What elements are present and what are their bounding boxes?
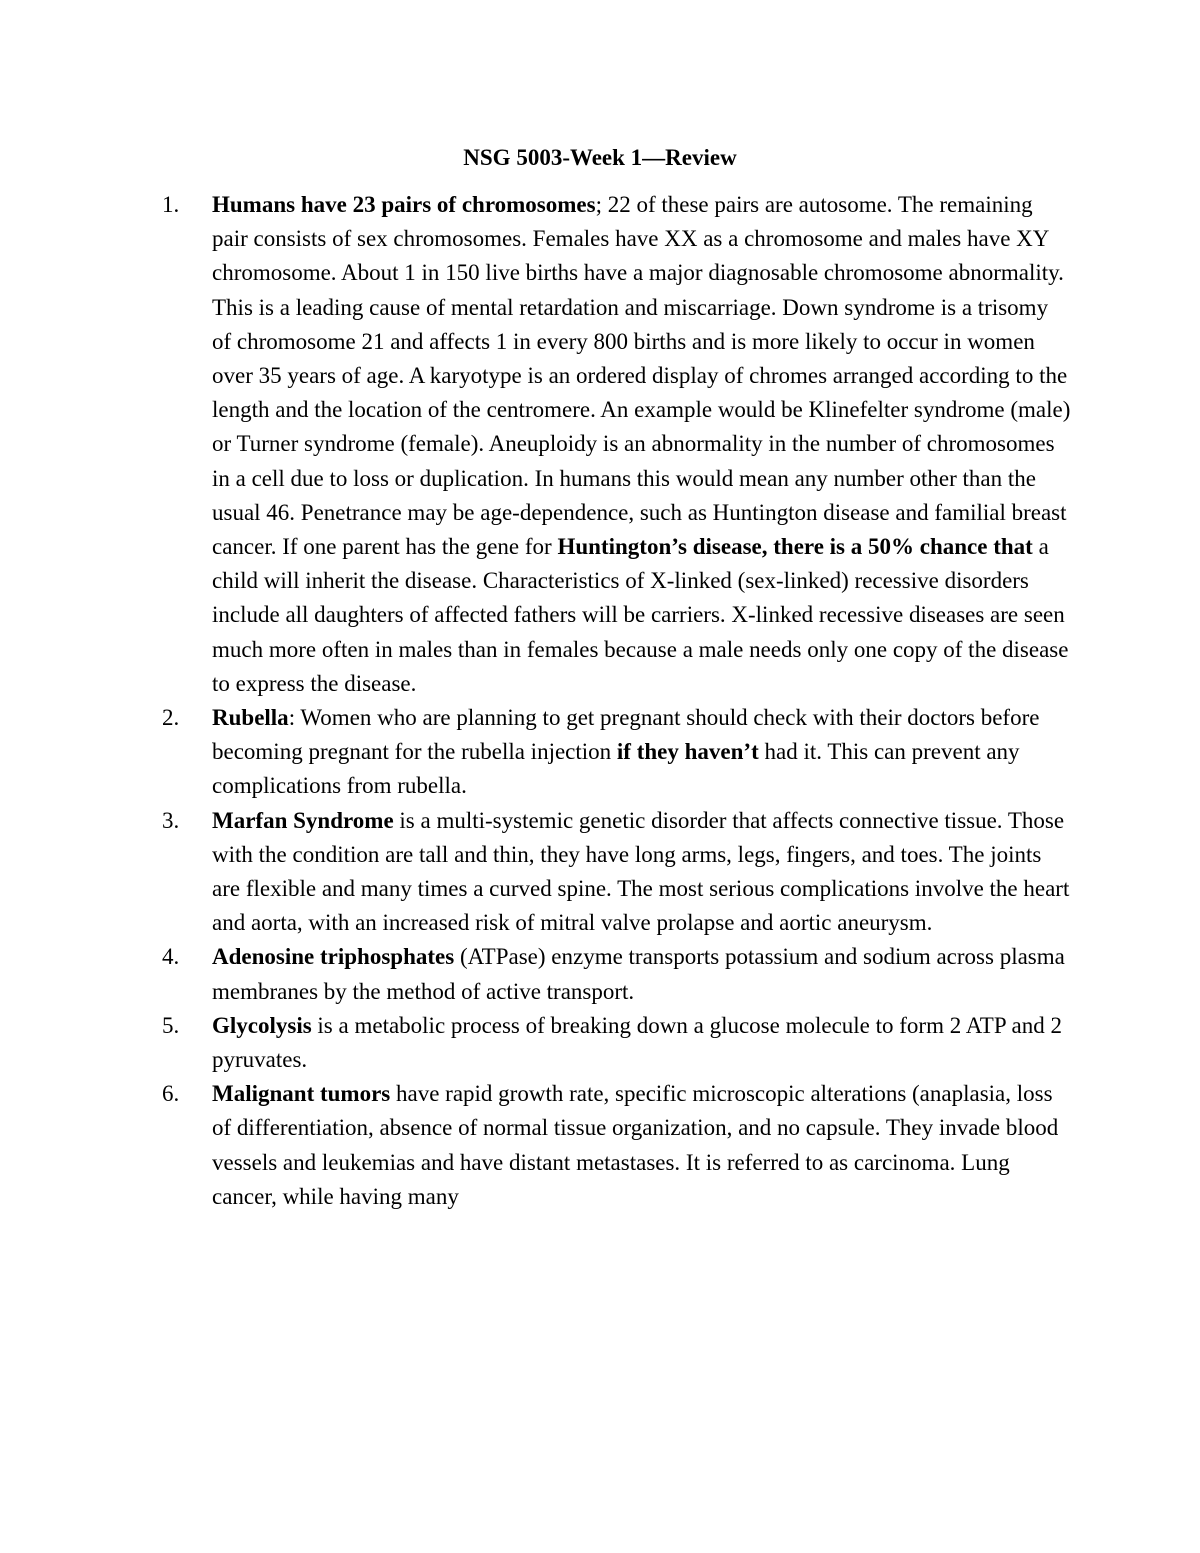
item-lead-term: Humans have 23 pairs of chromosomes <box>212 192 596 217</box>
item-text: : Women who are planning to get pregnant should check with their doctors before becoming pregnant for the rubella injection <box>212 705 1040 765</box>
item-text-continued: had it. This can prevent any complications from rubella. <box>212 739 1020 799</box>
item-number: 3. <box>162 807 180 833</box>
list-item-6 <box>162 1077 1072 1214</box>
review-list <box>162 188 1072 1214</box>
item-text: ; 22 of these pairs are autosome. The remaining pair consists of sex chromosomes. Females have XX as a chromosome and males have XY chromosome. About 1 in 150 live births have a major diagnosable chromosome abnormality. This is a leading cause of mental retardation and miscarriage. Down syndrome is a trisomy of chromosome 21 and affects 1 in every 800 births and is more likely to occur in women over 35 years of age. A karyotype is an ordered display of chromes arranged according to the length and the location of the centromere. An example would be Klinefelter syndrome (male) or Turner syndrome (female). Aneuploidy is an abnormality in the number of chromosomes in a cell due to loss or duplication. In humans this would mean any number other than the usual 46. Penetrance may be age-dependence, such as Huntington disease and familial breast cancer. If one parent has the gene for <box>212 192 1071 560</box>
list-item-4 <box>162 940 1072 1008</box>
item-text: is a metabolic process of breaking down a glucose molecule to form 2 ATP and 2 pyruvates. <box>212 1012 1062 1073</box>
list-item-2 <box>162 701 1072 804</box>
item-number: 1. <box>162 192 180 217</box>
item-text: is a multi-systemic genetic disorder that affects connective tissue. Those with the condition are tall and thin, they have long arms, legs, fingers, and toes. The joints are flexible and many times a curved spine. The most serious complications involve the heart and aorta, with an increased risk of mitral valve prolapse and aortic aneurysm. <box>212 807 1070 936</box>
item-number: 6. <box>162 1081 180 1107</box>
item-emphasis: if they haven’t <box>616 739 759 765</box>
document-title: NSG 5003-Week 1—Review <box>463 145 737 170</box>
item-text: (ATPase) enzyme transports potassium and sodium across plasma membranes by the method of active transport. <box>212 944 1065 1004</box>
item-number: 2. <box>162 705 180 731</box>
list-item-1 <box>162 188 1072 701</box>
item-text-continued: a child will inherit the disease. Characteristics of X-linked (sex-linked) recessive disorders include all daughters of affected fathers will be carriers. X-linked recessive diseases are seen much more often in males than in females because a male needs only one copy of the disease to express the disease. <box>212 534 1069 696</box>
item-lead-term: Rubella <box>212 705 289 731</box>
item-lead-term: Marfan Syndrome <box>212 807 394 833</box>
item-lead-term: Glycolysis <box>212 1012 312 1038</box>
item-emphasis: Huntington’s disease, there is a 50% chance that <box>557 534 1033 560</box>
item-number: 4. <box>162 944 180 970</box>
list-item-3 <box>162 804 1072 941</box>
item-lead-term: Adenosine triphosphates <box>212 944 455 970</box>
item-text: have rapid growth rate, specific microscopic alterations (anaplasia, loss of differentiation, absence of normal tissue organization, and no capsule. They invade blood vessels and leukemias and have distant metastases. It is referred to as carcinoma. Lung cancer, while having many <box>212 1081 1059 1209</box>
list-item-5 <box>162 1009 1072 1077</box>
item-lead-term: Malignant tumors <box>212 1081 391 1107</box>
item-number: 5. <box>162 1012 180 1038</box>
